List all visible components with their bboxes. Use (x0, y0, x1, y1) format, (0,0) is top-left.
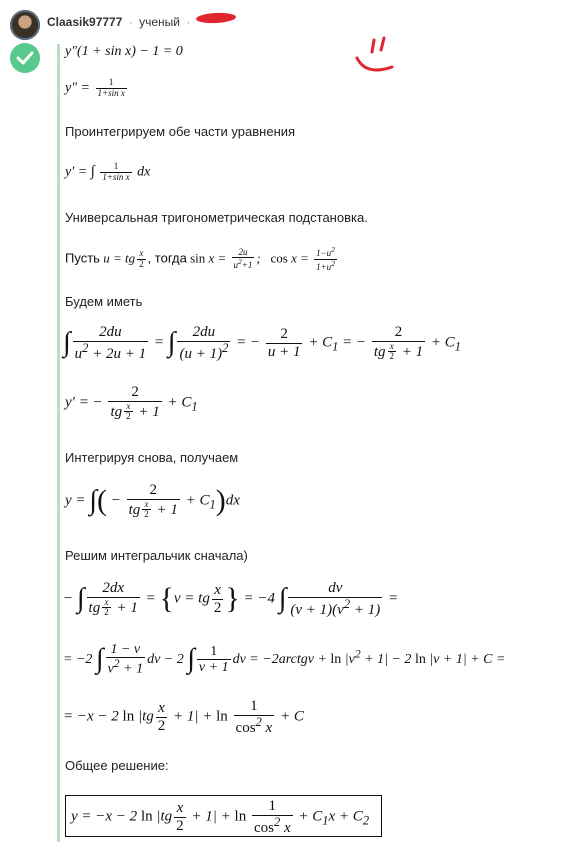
equation-1: y″(1 + sin x) − 1 = 0 (65, 44, 183, 59)
avatar[interactable] (10, 10, 40, 40)
text-general-solution: Общее решение: (65, 758, 169, 773)
equation-2: y″ = $\frac{1}{\text{1+sin x}}$ (65, 77, 125, 98)
answer-header (0, 0, 577, 44)
text-integrate: Проинтегрируем обе части уравнения (65, 124, 296, 139)
final-answer-box (65, 795, 382, 837)
text-integrate-again: Интегрируя снова, получаем (65, 450, 239, 465)
answer-body (63, 44, 577, 849)
equation-final: y = −x − 2 ln |tg $\frac{x}{2}$ + 1| + ln $\frac{1}{\cos^2 x}$ + $C_1x + C_2$ (71, 798, 370, 836)
equation-3: y′ = ∫ $\frac{1}{\text{1+sin x}}$ dx (65, 161, 151, 182)
equation-integral-4: = −x − 2 ln |tg $\frac{x}{2}$ + 1| + ln $\frac{1}{\cos^2 x}$ + C (63, 698, 304, 736)
text-let: Пусть (65, 250, 100, 266)
text-solve-integral: Решим интегральчик сначала) (65, 548, 248, 563)
red-scribble (196, 12, 236, 24)
best-answer-badge (10, 43, 40, 73)
answer-accent-bar (57, 44, 60, 842)
username-link[interactable]: Claasik97777 (47, 15, 123, 29)
equation-integral-2: − ∫ 2dx tg $\frac{x}{2}$ + 1 = {v = tg $\frac{x}{2}$ } = −4 ∫ $\frac{dv}{(v + 1)(v^2 + 1)}$ = (63, 580, 399, 618)
user-rank: ученый (139, 15, 180, 29)
equation-integral-1: ∫ $\frac{2du}{u^2 + 2u + 1}$ = ∫ $\frac{2du}{(u + 1)^2}$ = − $\frac{2}{u + 1}$ + $C_1$ = − 2 tg $\frac{x}{2}$ + 1 + $C_1$ (63, 324, 462, 362)
text-we-get: Будем иметь (65, 294, 143, 309)
equation-y: y = ∫( − 2 tg $\frac{x}{2}$ + 1 + $C_1)dx$ (65, 482, 240, 520)
separator: · (128, 15, 133, 29)
text-then: , тогда (147, 250, 187, 266)
equation-substitution: Пусть u = tg $\frac{x}{2}$ , тогда sin x = $\frac{2u}{u^2+1}$ ; cos x = $\frac{1-u^2}{1+u^2}$ (65, 245, 335, 272)
equation-integral-3: = −2 ∫ $\frac{1 - v}{v^2 + 1}$ dv − 2 ∫ $\frac{1}{v + 1}$ dv = −2arctgv + $\ln |v^2 + 1| - 2$ ln |v + 1| + C = (63, 642, 506, 678)
check-icon (16, 50, 34, 66)
text-substitution: Универсальная тригонометрическая подстановка. (65, 210, 368, 225)
equation-y-prime: y′ = − 2 tg $\frac{x}{2}$ + 1 + $C_1$ (65, 384, 198, 422)
separator: · (186, 15, 191, 29)
user-info (47, 15, 193, 29)
